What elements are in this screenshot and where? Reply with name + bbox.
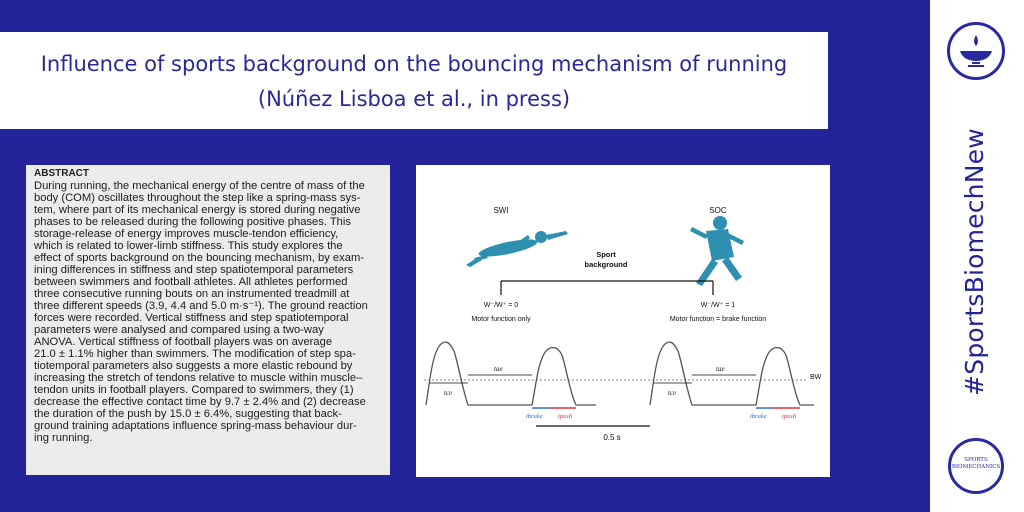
soc-tce-label: tce — [668, 389, 677, 397]
swimmer-icon — [466, 231, 568, 267]
soc-tbrake-label: tbrake — [750, 413, 767, 420]
abstract-line: tiotemporal parameters also suggests a more elastic rebound by — [34, 360, 353, 372]
swi-tpush-label: tpush — [558, 413, 573, 420]
abstract-line: tendon units in football players. Compared to swimmers, they (1) — [34, 384, 354, 396]
hashtag-label: #SportsBiomechNew — [960, 128, 989, 396]
football-player-icon — [690, 216, 744, 286]
abstract-line: parameters were analysed and compared using a two-way — [34, 324, 324, 336]
time-scale-label: 0.5 s — [603, 433, 621, 442]
swi-tae-label: tae — [494, 365, 503, 373]
title-banner — [0, 32, 828, 129]
abstract-line: decrease the effective contact time by 9.7 ± 2.4% and (2) decrease — [34, 396, 366, 408]
abstract-line: body (COM) oscillates throughout the step like a spring-mass sys- — [34, 192, 361, 204]
soc-tae-label: tae — [716, 365, 725, 373]
abstract-line: ining differences in stiffness and step spatiotemporal parameters — [34, 264, 354, 276]
abstract-line: During running, the mechanical energy of the centre of mass of the — [34, 180, 365, 192]
abstract-line: storage-release of energy improves muscle-tendon efficiency, — [34, 228, 339, 240]
sport-label: Sport — [596, 250, 616, 259]
paper-citation: (Núñez Lisboa et al., in press) — [257, 87, 571, 111]
figure-panel — [416, 165, 830, 477]
soc-function: Motor function = brake function — [669, 316, 767, 323]
abstract-line: phases to be released during the following positive phases. This — [34, 216, 351, 228]
abstract-line: the duration of the push by 15.0 ± 6.4%, suggesting that back- — [34, 408, 342, 420]
swi-tce-label: tce — [444, 389, 453, 397]
abstract-line: tem, where part of its mechanical energy is stored during negative — [34, 204, 361, 216]
lamp-logo — [947, 22, 1005, 80]
sport-background-tree — [501, 281, 713, 295]
oil-lamp-icon — [950, 25, 1002, 77]
abstract-line: ing running. — [34, 432, 93, 444]
abstract-line: which is related to lower-limb stiffness. This study explores the — [34, 240, 343, 252]
abstract-line: effect of sports background on the bouncing mechanism, by exam- — [34, 252, 365, 264]
abstract-line: forces were recorded. Vertical stiffness and step spatiotemporal — [34, 312, 349, 324]
abstract-line: ANOVA. Vertical stiffness of football players was on average — [34, 336, 333, 348]
journal-logo — [948, 438, 1004, 494]
abstract-line: increasing the stretch of tendons relative to muscle within muscle– — [34, 372, 363, 384]
swi-ratio: W⁻/W⁺ = 0 — [483, 302, 519, 309]
abstract-line: 21.0 ± 1.1% higher than swimmers. The modification of step spa- — [34, 348, 356, 360]
logo-line-1: SPORTS — [964, 457, 988, 463]
swi-label: SWI — [493, 206, 509, 215]
abstract-panel — [26, 165, 390, 475]
soc-tpush-label: tpush — [782, 413, 797, 420]
bouncing-figure — [416, 165, 830, 477]
soc-label: SOC — [709, 206, 727, 215]
abstract-text — [34, 180, 379, 444]
swi-function: Motor function only — [471, 316, 531, 323]
abstract-line: between swimmers and football athletes. All athletes performed — [34, 276, 348, 288]
bw-label: BW — [810, 374, 822, 381]
abstract-heading: ABSTRACT — [34, 168, 89, 179]
swi-tbrake-label: tbrake — [526, 413, 543, 420]
soc-ratio: W⁻/W⁺ = 1 — [700, 302, 736, 309]
paper-title: Influence of sports background on the bouncing mechanism of running — [40, 52, 788, 76]
abstract-line: three consecutive running bouts on an instrumented treadmill at — [34, 288, 350, 300]
logo-line-2: BIOMECHANICS — [951, 464, 1001, 470]
journal-logo-text — [951, 457, 1001, 471]
background-label: background — [584, 260, 628, 269]
abstract-line: ground training adaptations influence spring-mass behaviour dur- — [34, 420, 357, 432]
abstract-line: three different speeds (3.9, 4.4 and 5.0 m·s⁻¹). The ground reaction — [34, 300, 368, 312]
